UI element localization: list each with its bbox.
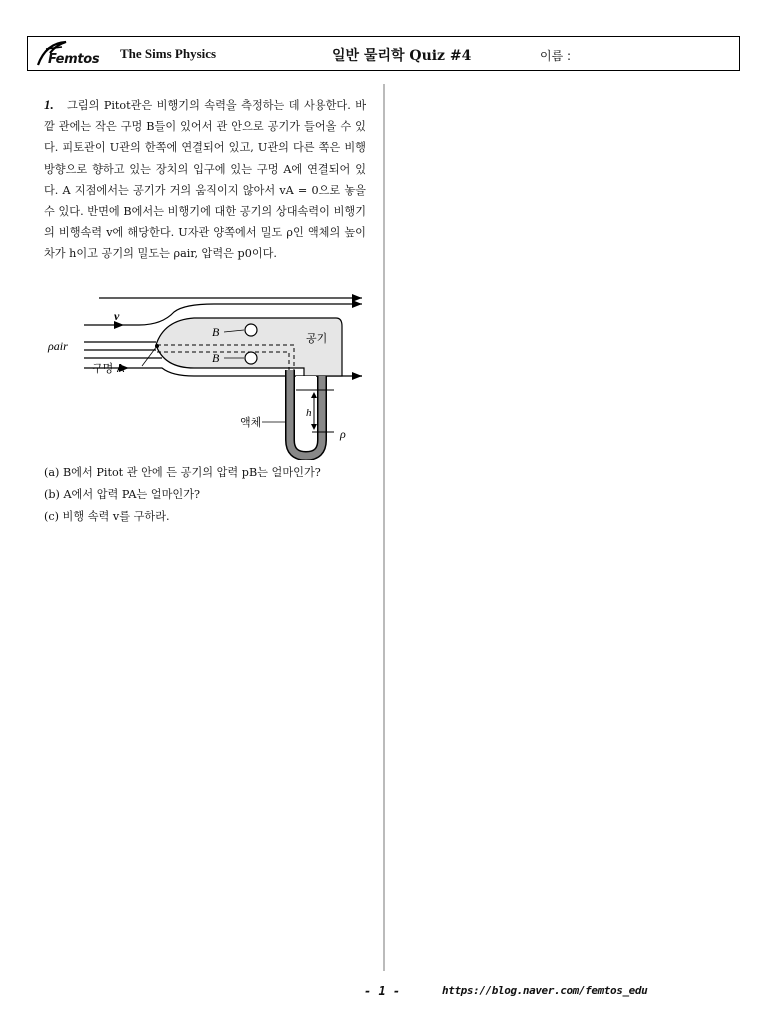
name-label: 이름 : xyxy=(540,49,572,63)
label-air: 공기 xyxy=(306,332,328,345)
question-number: 1. xyxy=(44,97,54,112)
course-title: The Sims Physics xyxy=(120,46,217,61)
label-rho: ρ xyxy=(340,427,346,441)
question-body: 그림의 Pitot관은 비행기의 속력을 측정하는 데 사용한다. 바깥 관에는 작은 구멍 B들이 있어서 관 안으로 공기가 들어올 수 있다. 피토관이 U관의 한쪽에 연결되어 있고, U관의 다른 쪽은 비행 방향으로 향하고 있는 장치의 입구에 있는 구멍 A에 연결되어 있다. A 지점에서는 공기가 거의 움직이지 않아서 vA = 0으로 놓을 수 있다. 반면에 B에서는 비행기에 대한 공기의 상대속력이 비행기의 비행속력 v에 해당한다. U자관 양쪽에서 밀도 ρ인 액체의 높이 차가 h이고 공기의 밀도는 ρair, 압력은 p0이다. xyxy=(44,99,366,261)
quiz-title: 일반 물리학 Quiz #4 xyxy=(332,48,472,64)
footer-url[interactable]: https://blog.naver.com/femtos_edu xyxy=(442,984,648,997)
logo-text: Femtos xyxy=(48,52,100,67)
label-hole-a: 구멍 A xyxy=(92,362,125,375)
sub-question-c: (c) 비행 속력 v를 구하라. xyxy=(44,510,170,523)
label-liquid: 액체 xyxy=(240,416,262,429)
sub-question-a: (a) B에서 Pitot 관 안에 든 공기의 압력 pB는 얼마인가? xyxy=(44,466,321,479)
page-number: - 1 - xyxy=(364,984,401,998)
label-v: v xyxy=(114,309,120,323)
label-b-bottom: B xyxy=(212,351,220,365)
question-text xyxy=(44,94,366,265)
column-divider xyxy=(383,84,385,971)
header-box xyxy=(27,36,740,71)
sub-questions xyxy=(44,462,366,528)
pitot-tube-figure xyxy=(44,290,366,460)
label-b-top: B xyxy=(212,325,220,339)
sub-question-b: (b) A에서 압력 PA는 얼마인가? xyxy=(44,488,201,501)
label-h: h xyxy=(306,407,312,419)
label-rho-air: ρair xyxy=(48,339,68,353)
